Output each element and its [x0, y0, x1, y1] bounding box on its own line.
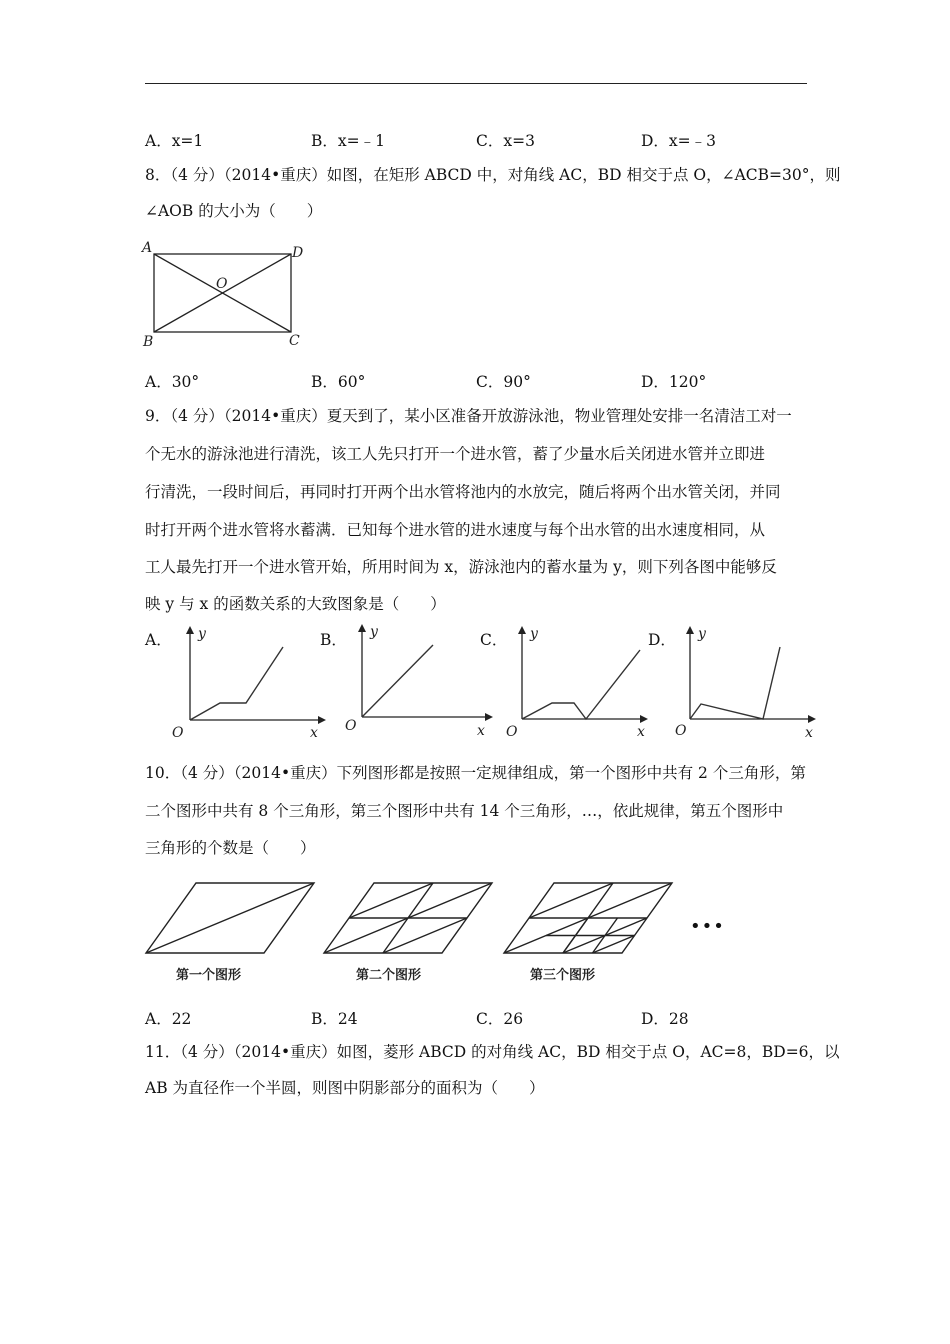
- q9-text-line5: 工人最先打开一个进水管开始，所用时间为 x，游泳池内的蓄水量为 y，则下列各图中能够反: [145, 558, 777, 576]
- q10-option-a[interactable]: A．22: [145, 1010, 192, 1028]
- q7-option-d[interactable]: D．x=﹣3: [641, 132, 717, 150]
- q8-text-line1: 8．（4 分）（2014•重庆）如图，在矩形 ABCD 中，对角线 AC，BD 相交于点 O，∠ACB=30°，则: [145, 166, 841, 184]
- q9-c-x-label: x: [637, 724, 645, 740]
- q9-graph-a[interactable]: [168, 622, 328, 742]
- q9-b-y-label: y: [370, 624, 378, 640]
- q10-caption-2: 第二个图形: [356, 968, 422, 983]
- q9-a-x-label: x: [310, 725, 318, 741]
- q10-caption-1: 第一个图形: [176, 968, 242, 983]
- q9-b-x-label: x: [477, 723, 485, 739]
- q9-option-d-label[interactable]: D．: [648, 631, 676, 649]
- q10-option-d[interactable]: D．28: [641, 1010, 689, 1028]
- q10-option-b[interactable]: B．24: [311, 1010, 358, 1028]
- q8-option-a[interactable]: A．30°: [145, 373, 200, 391]
- q8-label-o: O: [216, 276, 228, 292]
- q10-ellipsis: •••: [690, 916, 725, 937]
- q9-d-y-label: y: [698, 626, 706, 642]
- q9-b-origin-label: O: [345, 718, 357, 734]
- q11-text-line1: 11．（4 分）（2014•重庆）如图，菱形 ABCD 的对角线 AC，BD 相交于点 O，AC=8，BD=6，以: [145, 1043, 840, 1061]
- q10-figure-1: [140, 875, 325, 985]
- q9-graph-c[interactable]: [500, 622, 660, 742]
- q8-rectangle-figure: [140, 238, 310, 350]
- q8-label-c: C: [289, 333, 300, 349]
- q10-figure-2: [318, 875, 503, 985]
- q10-text-line3: 三角形的个数是（ ）: [145, 839, 316, 857]
- q10-caption-3: 第三个图形: [530, 968, 596, 983]
- q9-text-line4: 时打开两个进水管将水蓄满．已知每个进水管的进水速度与每个出水管的出水速度相同，从: [145, 521, 766, 539]
- q9-option-a-label[interactable]: A．: [145, 631, 172, 649]
- q10-text-line1: 10．（4 分）（2014•重庆）下列图形都是按照一定规律组成，第一个图形中共有 2 个三角形，第: [145, 764, 806, 782]
- q10-text-line2: 二个图形中共有 8 个三角形，第三个图形中共有 14 个三角形，…，依此规律，第五个图形中: [145, 802, 784, 820]
- q7-option-a[interactable]: A．x=1: [145, 132, 204, 150]
- q9-d-origin-label: O: [675, 723, 687, 739]
- q11-text-line2: AB 为直径作一个半圆，则图中阴影部分的面积为（ ）: [145, 1079, 545, 1097]
- q8-option-d[interactable]: D．120°: [641, 373, 707, 391]
- q9-a-y-label: y: [198, 626, 206, 642]
- q9-option-c-label[interactable]: C．: [480, 631, 508, 649]
- header-rule: [145, 83, 807, 84]
- q9-graph-d[interactable]: [668, 622, 828, 742]
- q8-label-d: D: [292, 245, 304, 261]
- q10-option-c[interactable]: C．26: [476, 1010, 524, 1028]
- q8-option-b[interactable]: B．60°: [311, 373, 366, 391]
- q9-text-line3: 行清洗，一段时间后，再同时打开两个出水管将池内的水放完，随后将两个出水管关闭，并同: [145, 483, 781, 501]
- q8-text-line2: ∠AOB 的大小为（ ）: [145, 202, 323, 220]
- q9-graph-b[interactable]: [340, 622, 500, 742]
- q9-d-x-label: x: [805, 725, 813, 741]
- q9-text-line2: 个无水的游泳池进行清洗，该工人先只打开一个进水管，蓄了少量水后关闭进水管并立即进: [145, 445, 766, 463]
- q9-text-line1: 9．（4 分）（2014•重庆）夏天到了，某小区准备开放游泳池，物业管理处安排一名清洁工对一: [145, 407, 792, 425]
- q9-option-b-label[interactable]: B．: [320, 631, 347, 649]
- q9-a-origin-label: O: [172, 725, 184, 741]
- q8-option-c[interactable]: C．90°: [476, 373, 531, 391]
- q9-text-line6: 映 y 与 x 的函数关系的大致图象是（ ）: [145, 595, 446, 613]
- q8-label-b: B: [143, 334, 154, 350]
- q9-c-origin-label: O: [506, 724, 518, 740]
- q8-label-a: A: [142, 240, 153, 256]
- q10-figure-3: [498, 875, 683, 985]
- q7-option-b[interactable]: B．x=﹣1: [311, 132, 385, 150]
- q7-option-c[interactable]: C．x=3: [476, 132, 535, 150]
- q9-c-y-label: y: [530, 626, 538, 642]
